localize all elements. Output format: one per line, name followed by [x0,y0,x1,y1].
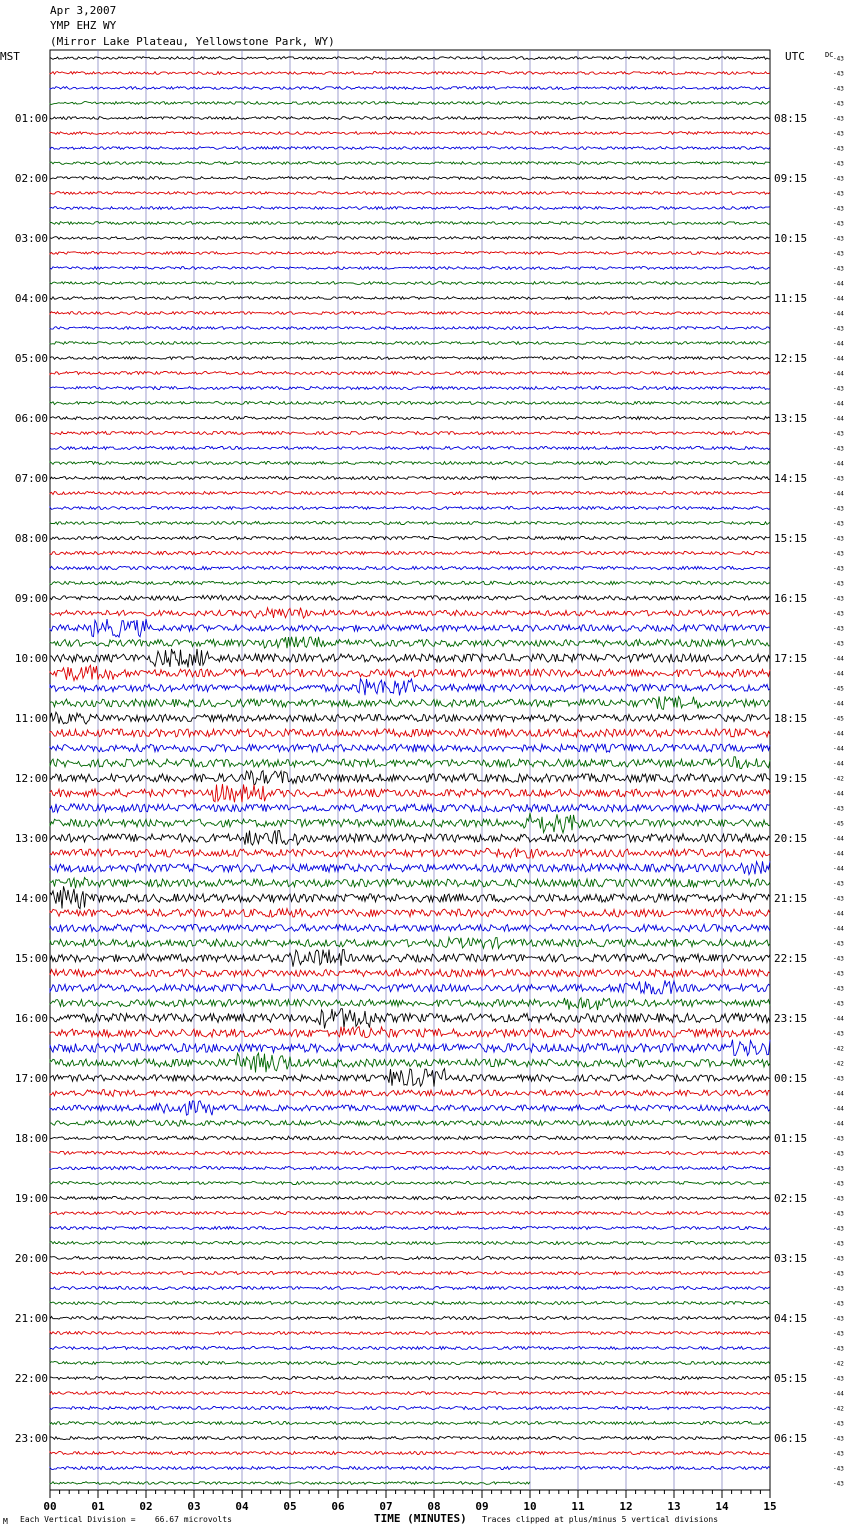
mst-hour-label: 09:00 [14,592,48,605]
dc-offset-label: -44 [833,280,844,288]
clip-note: Traces clipped at plus/minus 5 vertical divisions [482,1515,719,1524]
trace-row [50,729,770,737]
x-tick-label: 05 [283,1500,297,1513]
division-note: Each Vertical Division = 66.67 microvolts [20,1515,232,1524]
dc-offset-label: -42 [833,1045,844,1053]
trace-row [50,327,770,330]
dc-offset-label: -43 [833,145,844,153]
trace-row [50,492,770,495]
utc-hour-label: 06:15 [774,1432,808,1445]
mst-hour-label: 07:00 [14,472,48,485]
dc-offset-label: -43 [833,550,844,558]
mst-hour-label: 01:00 [14,112,48,125]
dc-offset-label: -43 [833,640,844,648]
dc-offset-label: -44 [833,295,844,303]
dc-offset-label: -43 [833,520,844,528]
dc-offset-label: -44 [833,415,844,423]
chart-date: Apr 3,2007 [50,4,117,17]
dc-offset-label: -43 [833,505,844,513]
trace-row [50,102,770,105]
trace-row [50,372,770,375]
trace-row [50,878,770,889]
dc-offset-label: -43 [833,1315,844,1323]
mst-hour-label: 23:00 [14,1432,48,1445]
trace-row [50,417,770,420]
trace-row [50,1027,770,1038]
x-tick-label: 03 [187,1500,201,1513]
trace-row [50,57,770,60]
mst-hour-label: 20:00 [14,1252,48,1265]
trace-row [50,312,770,315]
dc-offset-label: -43 [833,265,844,273]
dc-offset-label: -43 [833,430,844,438]
trace-row [50,886,770,908]
utc-hour-label: 20:15 [774,832,808,845]
dc-offset-label: -43 [833,1135,844,1143]
trace-row [50,980,770,994]
dc-offset-label: -43 [833,130,844,138]
trace-row [50,595,770,601]
dc-offset-label: -44 [833,850,844,858]
trace-row [50,477,770,480]
trace-row [50,1151,770,1154]
trace-row [50,132,770,135]
trace-row [50,848,770,858]
dc-offset-label: -43 [833,1330,844,1338]
trace-row [50,1407,770,1410]
station-code: YMP EHZ WY [50,19,117,32]
dc-offset-label: -44 [833,925,844,933]
dc-offset-label: -43 [833,100,844,108]
dc-offset-label: -44 [833,490,844,498]
dc-offset-label: -44 [833,865,844,873]
trace-row [50,192,770,195]
dc-offset-label: -43 [833,1255,844,1263]
x-tick-label: 01 [91,1500,105,1513]
dc-offset-label: -43 [833,70,844,78]
x-tick-label: 12 [619,1500,633,1513]
utc-hour-label: 14:15 [774,472,808,485]
trace-row [50,712,770,724]
x-tick-label: 11 [571,1500,585,1513]
dc-offset-label: -43 [833,1075,844,1083]
mst-hour-label: 21:00 [14,1312,48,1325]
trace-row [50,581,770,585]
dc-offset-label: -42 [833,1060,844,1068]
mst-hour-label: 13:00 [14,832,48,845]
trace-row [50,551,770,554]
trace-row [50,432,770,435]
utc-hour-label: 10:15 [774,232,808,245]
dc-offset-label: -43 [833,610,844,618]
trace-row [50,1257,770,1260]
mst-hour-label: 18:00 [14,1132,48,1145]
dc-offset-label: -44 [833,910,844,918]
utc-hour-label: 04:15 [774,1312,808,1325]
dc-offset-label: -43 [833,985,844,993]
trace-row [50,1227,770,1230]
trace-row [50,1392,770,1395]
utc-hour-label: 01:15 [774,1132,808,1145]
trace-row [50,1166,770,1169]
trace-row [50,297,770,300]
utc-hour-label: 13:15 [774,412,808,425]
dc-offset-label: -44 [833,670,844,678]
trace-row [50,507,770,510]
trace-row [50,147,770,150]
x-axis-title: TIME (MINUTES) [374,1512,467,1525]
x-tick-label: 00 [43,1500,57,1513]
dc-offset-label: -43 [833,1030,844,1038]
mst-hour-label: 16:00 [14,1012,48,1025]
mst-hour-label: 19:00 [14,1192,48,1205]
dc-offset-label: -43 [833,1210,844,1218]
trace-row [50,1090,770,1097]
dc-column-label: DC [825,51,834,59]
dc-offset-label: -43 [833,565,844,573]
trace-row [50,696,770,709]
trace-row [50,924,770,931]
dc-offset-label: -45 [833,685,844,693]
corner-mark: M [3,1517,8,1526]
dc-offset-label: -43 [833,1465,844,1473]
utc-hour-label: 02:15 [774,1192,808,1205]
x-tick-label: 04 [235,1500,249,1513]
utc-hour-label: 18:15 [774,712,808,725]
dc-offset-label: -44 [833,1120,844,1128]
trace-row [50,566,770,569]
trace-row [50,1287,770,1290]
dc-offset-label: -44 [833,655,844,663]
trace-row [50,447,770,450]
dc-offset-label: -44 [833,835,844,843]
trace-row [50,1009,770,1029]
trace-row [50,237,770,240]
mst-hour-label: 10:00 [14,652,48,665]
trace-row [50,117,770,120]
dc-offset-label: -43 [833,1195,844,1203]
mst-hour-label: 02:00 [14,172,48,185]
mst-hour-label: 12:00 [14,772,48,785]
dc-offset-label: -43 [833,970,844,978]
trace-row [50,1101,770,1115]
dc-offset-label: -44 [833,790,844,798]
trace-row [50,1272,770,1275]
mst-hour-label: 08:00 [14,532,48,545]
trace-row [50,342,770,345]
dc-offset-label: -44 [833,1390,844,1398]
dc-offset-label: -43 [833,595,844,603]
dc-offset-label: -43 [833,115,844,123]
x-tick-label: 09 [475,1500,489,1513]
dc-offset-label: -43 [833,1300,844,1308]
dc-offset-label: -42 [833,1360,844,1368]
trace-row [50,1182,770,1185]
dc-offset-label: -43 [833,1285,844,1293]
trace-row [50,1347,770,1350]
utc-axis-label: UTC [785,50,805,63]
trace-row [50,1136,770,1140]
dc-offset-label: -43 [833,475,844,483]
dc-offset-label: -43 [833,445,844,453]
trace-row [50,207,770,210]
dc-offset-label: -43 [833,1345,844,1353]
trace-row [50,177,770,180]
trace-row [50,771,770,786]
trace-row [50,861,770,874]
dc-offset-label: -43 [833,1150,844,1158]
dc-offset-label: -43 [833,55,844,63]
utc-hour-label: 05:15 [774,1372,808,1385]
trace-row [50,1212,770,1215]
dc-offset-label: -43 [833,1240,844,1248]
dc-offset-label: -43 [833,1450,844,1458]
trace-row [50,937,770,948]
dc-offset-label: -43 [833,85,844,93]
dc-offset-label: -43 [833,385,844,393]
mst-axis-label: MST [0,50,20,63]
dc-offset-label: -43 [833,190,844,198]
dc-offset-label: -43 [833,895,844,903]
dc-offset-label: -43 [833,1180,844,1188]
utc-hour-label: 08:15 [774,112,808,125]
trace-row [50,998,770,1010]
dc-offset-label: -43 [833,1435,844,1443]
trace-row [50,162,770,165]
trace-row [50,1362,770,1365]
x-tick-label: 07 [379,1500,393,1513]
dc-offset-label: -43 [833,580,844,588]
trace-row [50,1452,770,1455]
dc-offset-label: -44 [833,730,844,738]
dc-offset-label: -43 [833,235,844,243]
utc-hour-label: 23:15 [774,1012,808,1025]
mst-hour-label: 06:00 [14,412,48,425]
trace-row [50,1040,770,1056]
trace-row [50,637,770,649]
dc-offset-label: -45 [833,820,844,828]
dc-offset-label: -43 [833,1480,844,1488]
x-tick-label: 13 [667,1500,681,1513]
trace-row [50,908,770,917]
trace-row [50,1302,770,1305]
trace-row [50,282,770,285]
trace-row [50,536,770,539]
dc-offset-label: -43 [833,250,844,258]
mst-hour-label: 03:00 [14,232,48,245]
utc-hour-label: 00:15 [774,1072,808,1085]
trace-row [50,665,770,680]
dc-offset-label: -43 [833,805,844,813]
trace-row [50,1422,770,1425]
dc-offset-label: -44 [833,460,844,468]
trace-row [50,72,770,75]
trace-row [50,387,770,390]
dc-offset-label: -44 [833,355,844,363]
x-tick-label: 06 [331,1500,345,1513]
dc-offset-label: -45 [833,715,844,723]
trace-row [50,1069,770,1087]
dc-offset-label: -44 [833,760,844,768]
dc-offset-label: -42 [833,775,844,783]
station-location: (Mirror Lake Plateau, Yellowstone Park, WY) [50,35,335,48]
trace-row [50,649,770,668]
utc-hour-label: 03:15 [774,1252,808,1265]
trace-row [50,462,770,465]
trace-row [50,1437,770,1440]
trace-row [50,830,770,845]
dc-offset-label: -44 [833,340,844,348]
dc-offset-label: -44 [833,700,844,708]
utc-hour-label: 21:15 [774,892,808,905]
trace-row [50,1197,770,1200]
trace-row [50,679,770,696]
dc-offset-label: -43 [833,325,844,333]
trace-row [50,87,770,90]
x-tick-label: 14 [715,1500,729,1513]
trace-row [50,1377,770,1380]
utc-hour-label: 19:15 [774,772,808,785]
trace-row [50,744,770,752]
trace-row [50,1317,770,1320]
x-tick-label: 02 [139,1500,153,1513]
dc-offset-label: -43 [833,955,844,963]
utc-hour-label: 12:15 [774,352,808,365]
dc-offset-label: -43 [833,625,844,633]
dc-offset-label: -42 [833,1405,844,1413]
dc-offset-label: -43 [833,940,844,948]
dc-offset-label: -44 [833,310,844,318]
mst-hour-label: 14:00 [14,892,48,905]
trace-row [50,608,770,619]
trace-row [50,402,770,405]
trace-row [50,619,770,637]
dc-offset-label: -44 [833,370,844,378]
trace-row [50,1332,770,1335]
mst-hour-label: 15:00 [14,952,48,965]
trace-row [50,222,770,225]
utc-hour-label: 15:15 [774,532,808,545]
dc-offset-label: -43 [833,535,844,543]
dc-offset-label: -43 [833,1225,844,1233]
dc-offset-label: -44 [833,1015,844,1023]
trace-row [50,1467,770,1470]
dc-offset-label: -44 [833,1105,844,1113]
dc-offset-label: -44 [833,745,844,753]
trace-row [50,522,770,525]
trace-row [50,784,770,802]
x-tick-label: 08 [427,1500,441,1513]
utc-hour-label: 16:15 [774,592,808,605]
x-tick-label: 15 [763,1500,777,1513]
utc-hour-label: 22:15 [774,952,808,965]
trace-row [50,950,770,967]
dc-offset-label: -43 [833,160,844,168]
trace-row [50,804,770,812]
trace-row [50,357,770,360]
x-tick-label: 10 [523,1500,537,1513]
dc-offset-label: -43 [833,1420,844,1428]
mst-hour-label: 05:00 [14,352,48,365]
mst-hour-label: 22:00 [14,1372,48,1385]
mst-hour-label: 04:00 [14,292,48,305]
mst-hour-label: 17:00 [14,1072,48,1085]
dc-offset-label: -43 [833,1270,844,1278]
trace-row [50,267,770,270]
dc-offset-label: -44 [833,1090,844,1098]
utc-hour-label: 09:15 [774,172,808,185]
trace-row [50,813,770,833]
dc-offset-label: -43 [833,175,844,183]
dc-offset-label: -43 [833,1000,844,1008]
dc-offset-label: -44 [833,400,844,408]
utc-hour-label: 11:15 [774,292,808,305]
dc-offset-label: -43 [833,1165,844,1173]
utc-hour-label: 17:15 [774,652,808,665]
dc-offset-label: -43 [833,1375,844,1383]
mst-hour-label: 11:00 [14,712,48,725]
dc-offset-label: -43 [833,205,844,213]
trace-row [50,1242,770,1245]
dc-offset-label: -43 [833,880,844,888]
trace-row [50,757,770,769]
trace-row [50,1120,770,1126]
trace-row [50,252,770,255]
dc-offset-label: -43 [833,220,844,228]
trace-row [50,969,770,977]
